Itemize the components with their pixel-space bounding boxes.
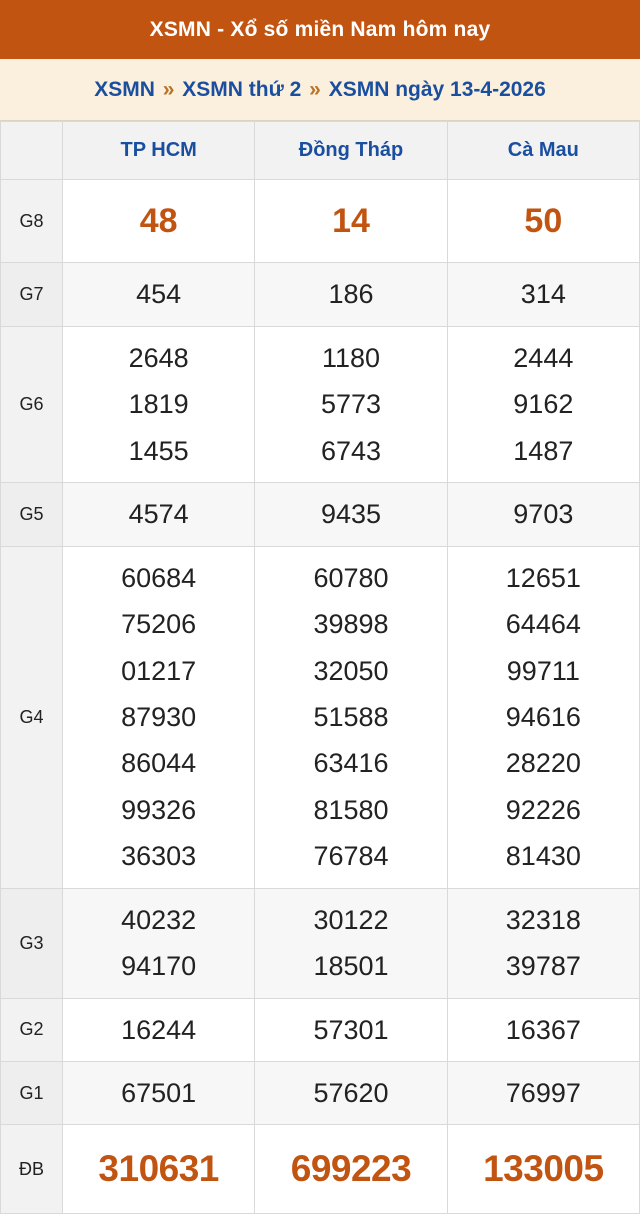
result-number: 133005 (483, 1148, 604, 1190)
result-cell (63, 1125, 255, 1214)
result-cell (447, 483, 639, 546)
header-blank-corner (1, 122, 63, 180)
result-cell (255, 180, 447, 263)
column-header-province-2: Cà Mau (447, 122, 639, 180)
result-number: 14 (332, 202, 370, 240)
result-number: 32050 (313, 655, 389, 686)
row-label: G7 (1, 263, 63, 326)
result-number: 2648 (128, 342, 189, 373)
result-number: 57301 (313, 1014, 389, 1045)
row-label: ĐB (1, 1125, 63, 1214)
result-number: 9703 (513, 499, 574, 530)
result-number: 50 (524, 202, 563, 240)
result-number: 9162 (513, 389, 574, 420)
table-body (1, 180, 640, 1214)
result-cell (255, 1125, 447, 1214)
result-number: 28220 (505, 748, 581, 779)
result-cell (255, 1062, 447, 1125)
result-cell (63, 263, 255, 326)
page-title: XSMN - Xổ số miền Nam hôm nay (0, 0, 640, 59)
result-cell (447, 180, 639, 263)
result-number: 76997 (505, 1078, 581, 1109)
result-cell (447, 998, 639, 1061)
result-cell (63, 546, 255, 888)
result-number: 4574 (128, 499, 189, 530)
table-row (1, 263, 640, 326)
breadcrumb (0, 59, 640, 121)
table-row (1, 1062, 640, 1125)
result-number: 16367 (505, 1014, 581, 1045)
result-number: 39787 (505, 951, 581, 982)
result-number: 67501 (121, 1078, 197, 1109)
result-number: 1487 (513, 435, 574, 466)
result-number: 87930 (121, 701, 197, 732)
result-number: 81430 (505, 841, 581, 872)
breadcrumb-separator-0: » (162, 78, 175, 101)
result-cell (447, 263, 639, 326)
lottery-results-table (0, 121, 640, 1214)
table-row (1, 326, 640, 482)
result-number: 99711 (506, 655, 580, 686)
result-number: 60684 (121, 562, 197, 593)
result-number: 2444 (513, 342, 574, 373)
result-cell (63, 998, 255, 1061)
table-row (1, 998, 640, 1061)
result-cell (255, 326, 447, 482)
result-number: 40232 (121, 904, 197, 935)
result-number: 76784 (313, 841, 389, 872)
result-number: 310631 (98, 1148, 219, 1190)
result-number: 92226 (505, 794, 581, 825)
result-number: 5773 (320, 389, 382, 420)
row-label: G2 (1, 998, 63, 1061)
row-label: G8 (1, 180, 63, 263)
result-cell (63, 180, 255, 263)
result-number: 12651 (505, 562, 581, 593)
row-label: G5 (1, 483, 63, 546)
result-number: 9435 (320, 499, 382, 530)
result-cell (255, 546, 447, 888)
table-header-row (1, 122, 640, 180)
result-number: 57620 (313, 1078, 389, 1109)
result-number: 314 (520, 279, 566, 310)
result-number: 94170 (121, 951, 197, 982)
result-number: 30122 (313, 904, 389, 935)
table-row (1, 1125, 640, 1214)
result-cell (63, 483, 255, 546)
result-number: 01217 (121, 655, 197, 686)
table-row (1, 546, 640, 888)
breadcrumb-item-0[interactable]: XSMN (94, 78, 155, 101)
result-cell (447, 326, 639, 482)
result-number: 699223 (290, 1148, 412, 1190)
breadcrumb-item-2[interactable]: XSMN ngày 13-4-2026 (328, 78, 546, 101)
row-label: G6 (1, 326, 63, 482)
result-number: 454 (136, 279, 182, 310)
row-label: G3 (1, 888, 63, 998)
result-cell (255, 888, 447, 998)
result-cell (63, 326, 255, 482)
result-number: 39898 (313, 609, 389, 640)
result-number: 63416 (313, 748, 389, 779)
result-number: 36303 (121, 841, 197, 872)
result-cell (447, 546, 639, 888)
result-number: 51588 (313, 701, 389, 732)
result-number: 81580 (313, 794, 389, 825)
breadcrumb-item-1[interactable]: XSMN thứ 2 (182, 78, 302, 101)
result-number: 1455 (128, 435, 189, 466)
result-number: 94616 (505, 701, 581, 732)
result-cell (255, 483, 447, 546)
result-cell (447, 888, 639, 998)
result-cell (255, 263, 447, 326)
table-row (1, 483, 640, 546)
result-number: 16244 (121, 1014, 197, 1045)
result-number: 6743 (320, 435, 382, 466)
table-header (1, 122, 640, 180)
table-row (1, 888, 640, 998)
result-number: 99326 (121, 794, 197, 825)
result-number: 48 (139, 202, 178, 240)
result-number: 1180 (321, 342, 381, 373)
row-label: G4 (1, 546, 63, 888)
result-number: 32318 (505, 904, 581, 935)
result-number: 186 (328, 279, 374, 310)
table-row (1, 180, 640, 263)
column-header-province-0: TP HCM (63, 122, 255, 180)
result-number: 18501 (313, 951, 389, 982)
result-number: 60780 (313, 562, 389, 593)
result-cell (63, 1062, 255, 1125)
result-number: 64464 (505, 609, 581, 640)
row-label: G1 (1, 1062, 63, 1125)
column-header-province-1: Đồng Tháp (255, 122, 447, 180)
result-number: 75206 (121, 609, 197, 640)
result-cell (63, 888, 255, 998)
result-cell (447, 1125, 639, 1214)
result-cell (255, 998, 447, 1061)
result-cell (447, 1062, 639, 1125)
result-number: 1819 (128, 389, 189, 420)
result-number: 86044 (121, 748, 197, 779)
breadcrumb-separator-1: » (309, 78, 321, 101)
